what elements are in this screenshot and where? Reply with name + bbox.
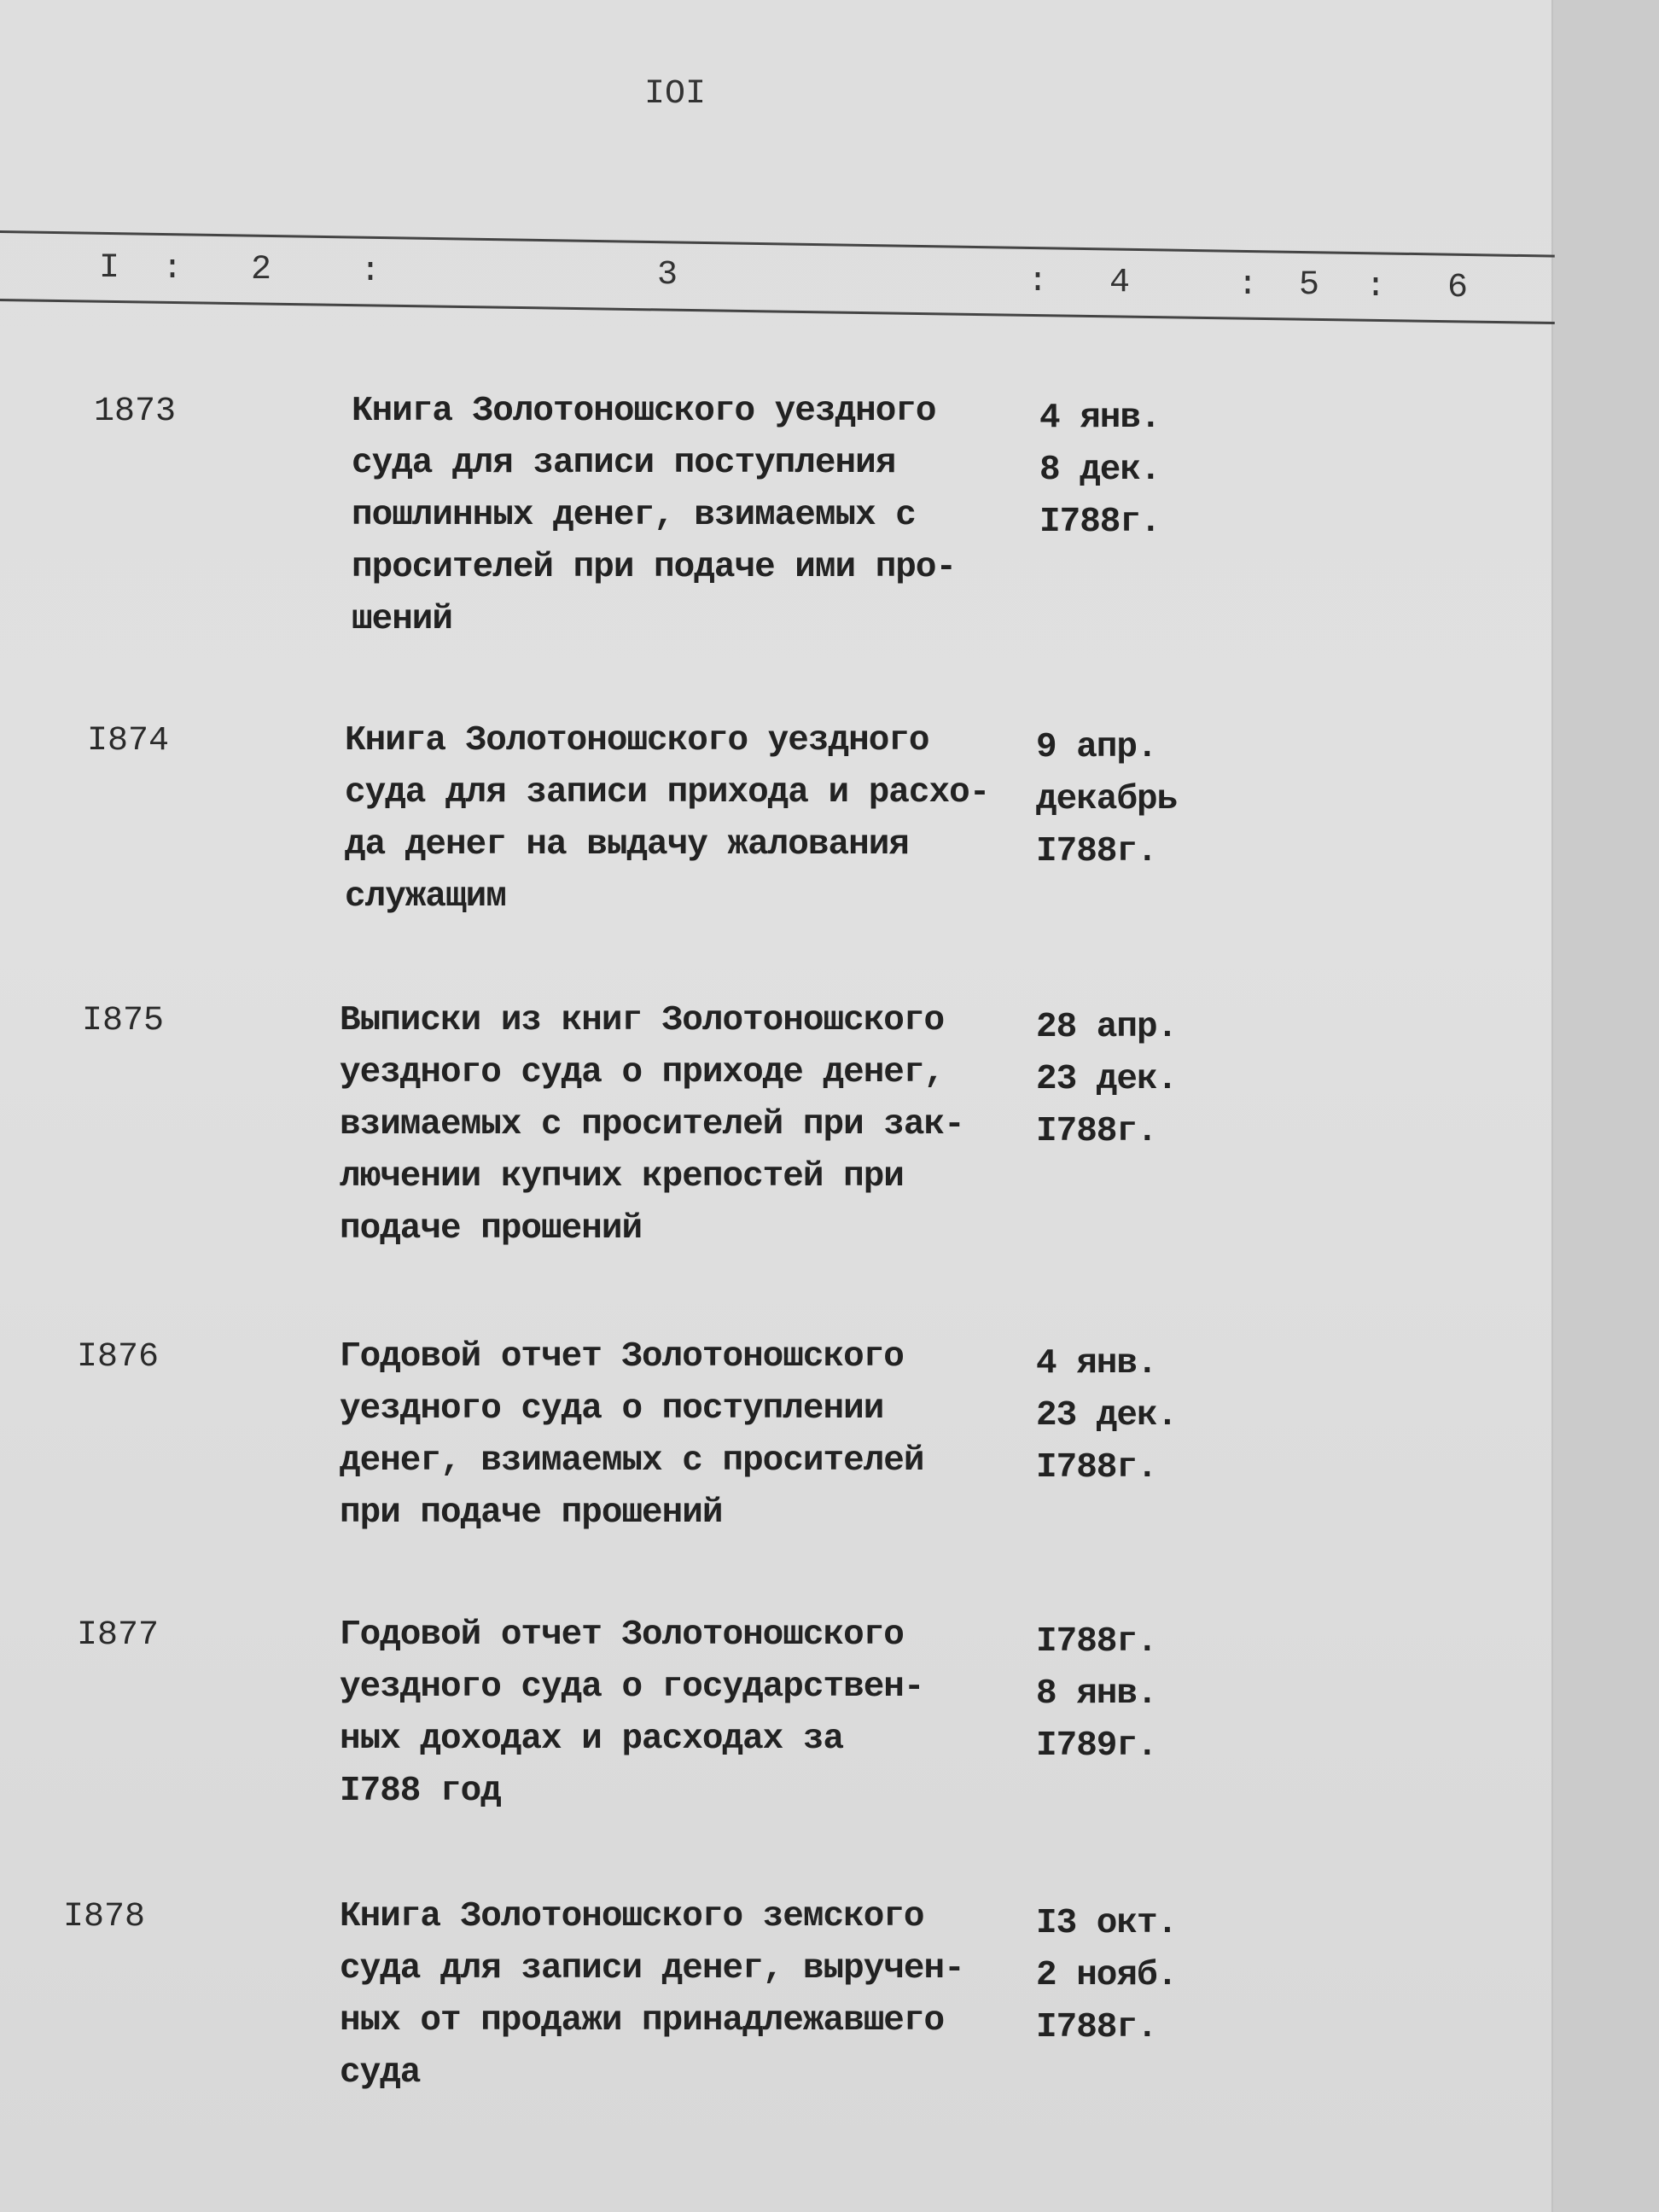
date-line: 23 дек.: [1036, 1396, 1178, 1435]
page-edge: [1551, 0, 1659, 2212]
description-line: Годовой отчет Золотоношского: [340, 1615, 904, 1655]
entry-number: I877: [77, 1616, 160, 1655]
description-line: ных от продажи принадлежавшего: [340, 2001, 945, 2040]
column-separator: :: [360, 253, 381, 291]
column-separator: :: [1027, 263, 1049, 301]
description-line: лючении купчих крепостей при: [340, 1157, 904, 1196]
description-line: просителей при подаче ими про-: [352, 548, 957, 587]
date-line: 28 апр.: [1036, 1008, 1178, 1047]
description-line: Книга Золотоношского уездного: [345, 721, 929, 760]
entry-dates: [1036, 1338, 1177, 1494]
date-line: 4 янв.: [1039, 399, 1161, 438]
description-line: уездного суда о поступлении: [340, 1389, 884, 1429]
description-line: Книга Золотоношского земского: [340, 1897, 924, 1936]
date-line: I788г.: [1036, 1112, 1157, 1151]
entry-number: I876: [77, 1338, 160, 1377]
date-line: 9 апр.: [1036, 728, 1157, 767]
entry-description: [340, 1610, 924, 1818]
column-header-6: 6: [1447, 269, 1469, 307]
column-header-5: 5: [1299, 266, 1320, 305]
entry-dates: [1039, 393, 1161, 549]
column-header-1: I: [99, 249, 120, 288]
date-line: 8 дек.: [1039, 451, 1161, 490]
description-line: Выписки из книг Золотоношского: [340, 1001, 945, 1040]
description-line: да денег на выдачу жалования: [345, 825, 909, 864]
column-header-3: 3: [657, 256, 678, 294]
page-number: IOI: [644, 75, 707, 114]
description-line: Годовой отчет Золотоношского: [340, 1337, 904, 1377]
entry-description: [340, 995, 964, 1255]
description-line: суда для записи денег, выручен-: [340, 1949, 964, 1988]
description-line: при подаче прошений: [340, 1493, 723, 1533]
description-line: шений: [352, 600, 453, 639]
entry-dates: [1036, 1898, 1177, 2054]
entry-number: I874: [87, 722, 170, 760]
entry-dates: [1036, 722, 1177, 878]
date-line: I789г.: [1036, 1726, 1157, 1766]
entry-description: [340, 1891, 964, 2099]
description-line: уездного суда о приходе денег,: [340, 1053, 945, 1092]
date-line: I788г.: [1039, 503, 1161, 542]
entry-dates: [1036, 1002, 1177, 1158]
entry-number: I875: [82, 1002, 165, 1040]
entry-number: I878: [63, 1898, 146, 1936]
column-header-2: 2: [251, 251, 272, 289]
date-line: I788г.: [1036, 2008, 1157, 2047]
column-header-4: 4: [1109, 264, 1131, 302]
description-line: взимаемых с просителей при зак-: [340, 1105, 964, 1144]
date-line: I788г.: [1036, 832, 1157, 871]
description-line: суда для записи поступления: [352, 444, 896, 483]
entry-description: [345, 715, 989, 923]
description-line: уездного суда о государствен-: [340, 1668, 924, 1707]
date-line: 4 янв.: [1036, 1344, 1157, 1383]
description-line: подаче прошений: [340, 1209, 643, 1249]
entry-number: 1873: [94, 393, 177, 431]
description-line: служащим: [345, 877, 506, 917]
description-line: суда для записи прихода и расхо-: [345, 773, 990, 812]
column-separator: :: [1365, 268, 1387, 306]
description-line: пошлинных денег, взимаемых с: [352, 496, 916, 535]
entry-dates: [1036, 1616, 1157, 1773]
date-line: I788г.: [1036, 1448, 1157, 1487]
description-line: суда: [340, 2053, 421, 2093]
date-line: 23 дек.: [1036, 1060, 1178, 1099]
date-line: 2 нояб.: [1036, 1956, 1178, 1995]
date-line: декабрь: [1036, 780, 1178, 819]
column-separator: :: [1237, 266, 1259, 305]
column-separator: :: [162, 250, 183, 288]
description-line: денег, взимаемых с просителей: [340, 1441, 924, 1481]
description-line: Книга Золотоношского уездного: [352, 392, 936, 431]
date-line: I3 окт.: [1036, 1904, 1178, 1943]
entry-description: [352, 386, 956, 646]
description-line: I788 год: [340, 1772, 501, 1811]
description-line: ных доходах и расходах за: [340, 1720, 844, 1759]
date-line: I788г.: [1036, 1622, 1157, 1662]
entry-description: [340, 1331, 924, 1540]
date-line: 8 янв.: [1036, 1674, 1157, 1714]
